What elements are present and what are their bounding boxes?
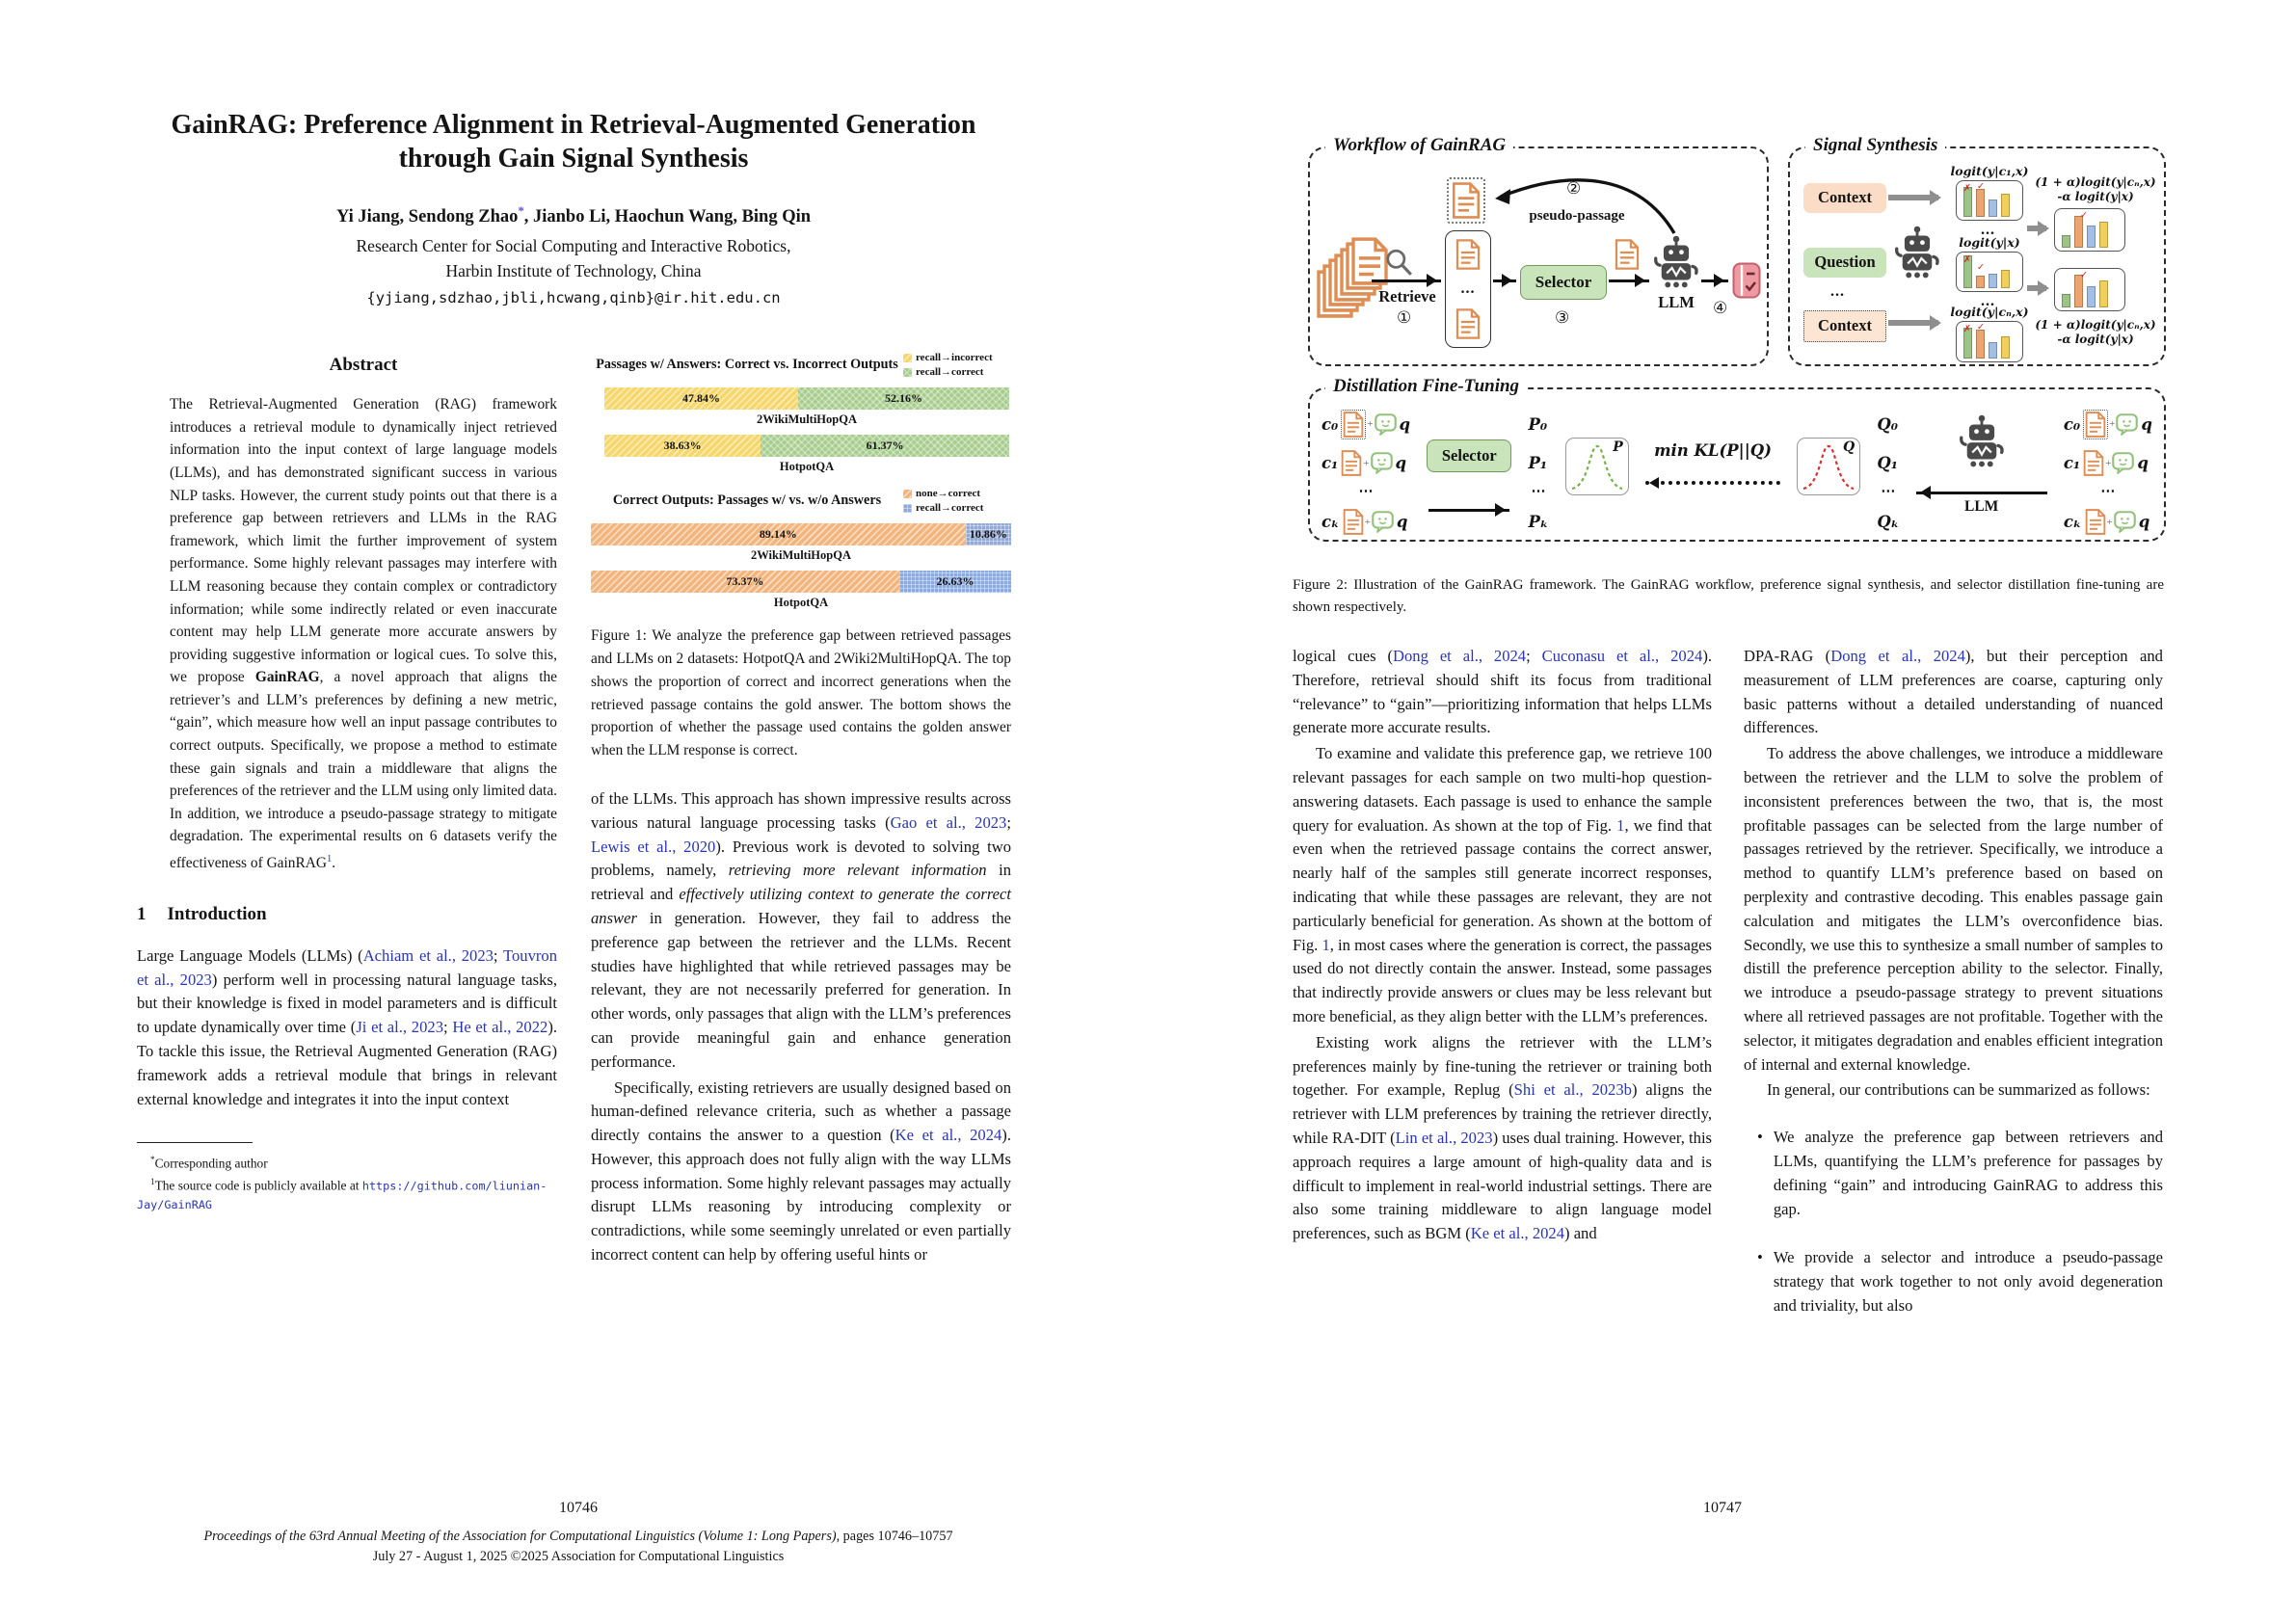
bar-value-label: 73.37%: [726, 574, 764, 589]
left-page: [137, 108, 1010, 1269]
bullet-item: [1757, 1126, 2163, 1221]
left-page-footer: [67, 1500, 1089, 1567]
intro-paragraph: [137, 945, 557, 1112]
logit-label: logit(y|c₁,x): [1950, 164, 2029, 178]
selector-block: [1427, 409, 1511, 538]
legend-swatch-yellow: [903, 354, 912, 362]
text-segment: logical cues (: [1293, 647, 1394, 665]
plus-sign: +: [1367, 418, 1374, 430]
paper-title: [137, 108, 1010, 175]
proceedings-line2: July 27 - August 1, 2025 ©2025 Association for Computational Linguistics: [372, 1549, 785, 1564]
pseudo-passage-label: pseudo-passage: [1529, 208, 1625, 224]
figure1-chart1: [591, 351, 1011, 475]
text-segment: We analyze the preference gap between retrievers and LLMs, quantifying the LLM’s preference for passages by defining “gain” and introducing GainRAG to address this gap.: [1773, 1128, 2163, 1218]
email-line: {yjiang,sdzhao,jbli,hcwang,qinb}@ir.hit.edu.cn: [366, 289, 781, 307]
body-paragraph: [1293, 1031, 1712, 1246]
gray-arrow: [2027, 226, 2046, 231]
text-segment: Large Language Models (LLMs) (: [137, 945, 363, 965]
logit-label: logit(y|x): [1959, 235, 2020, 250]
gain-formula: [2029, 318, 2162, 347]
citation-link[interactable]: Ji et al., 2023: [356, 1018, 443, 1037]
footnote-corresponding-author: [137, 1151, 557, 1172]
ellipsis: ⋯: [1881, 484, 1896, 500]
citation-link[interactable]: Lewis et al., 2020: [591, 837, 716, 856]
query-symbol: q: [1396, 513, 1408, 532]
chat-bubble-icon: [2112, 452, 2134, 474]
llm-block: [1916, 409, 2047, 538]
footnotes: [137, 1136, 557, 1214]
kl-dotted-arrow: [1645, 481, 1780, 485]
citation-link[interactable]: Achiam et al., 2023: [362, 945, 494, 965]
bar-segment: [591, 523, 966, 545]
text-segment: ;: [1526, 647, 1542, 665]
bar-value-label: 89.14%: [759, 527, 797, 542]
legend-label: recall→incorrect: [916, 352, 993, 364]
bar-row: [591, 523, 1011, 545]
p-distribution-box: [1565, 438, 1629, 495]
arrow: [1493, 279, 1516, 282]
text-segment: ;: [493, 945, 503, 965]
citation-link[interactable]: Cuconasu et al., 2024: [1541, 647, 1703, 665]
llm-robot-icon: [1653, 233, 1699, 291]
distillation-panel: [1308, 376, 2166, 542]
footnote-source-code: [137, 1173, 557, 1214]
chart1-legend: [903, 351, 1011, 380]
left-column: [137, 349, 557, 1269]
cross-mark: ✗: [1963, 254, 1971, 265]
mini-bar-chart: [1956, 321, 2023, 362]
text-segment: ) aligns the retriever with LLM preferences by training the retriever directly, while RA-DIT (: [1293, 1080, 1712, 1147]
citation-link[interactable]: Ke et al., 2024: [894, 1126, 1002, 1145]
figure1-caption: Figure 1: We analyze the preference gap between retrieved passages and LLMs on 2 datasets: HotpotQA and 2Wiki2MultiHopQA. The top shows the proportion of correct and incorrect generations when the retrieved passage contains the gold answer. The bottom shows the proportion of whether the passage used contains the golden answer when the LLM response is correct.: [591, 627, 1011, 759]
formula-line: -α logit(y|x): [2057, 333, 2134, 346]
legend-item: [903, 365, 1011, 380]
affiliation-line1: Research Center for Social Computing and Interactive Robotics,: [356, 236, 791, 256]
bar-value-label: 10.86%: [969, 527, 1007, 542]
context-symbol: c₀: [1322, 414, 1339, 434]
bar-value-label: 47.84%: [681, 391, 720, 406]
text-segment: , a novel approach that aligns the retriever’s and LLM’s preferences by defining a new metric, “gain”, which measure how well an input passage contributes to correct outputs. Specifically, we propose a method to estimate these gain signals and train a middleware that aligns the preferences of the retriever and the LLM using only limited data. In addition, we introduce a pseudo-passage strategy to mitigate degradation. The experimental results on 6 datasets verify the effectiveness of GainRAG: [170, 669, 557, 872]
citation-link[interactable]: https://github.com/liunian-Jay/GainRAG: [137, 1179, 547, 1212]
check-mark: ✓: [1977, 181, 1985, 192]
text-segment: .: [332, 855, 336, 872]
document-icon: [2085, 412, 2106, 438]
document-icon: [1343, 412, 1364, 438]
ellipsis: ⋯: [2100, 484, 2116, 500]
llm-label: LLM: [1658, 293, 1695, 311]
legend-label: none→correct: [916, 488, 980, 500]
body-paragraph: [1293, 645, 1712, 740]
q-symbol: Q₀: [1877, 414, 1899, 434]
chart2-title: Correct Outputs: Passages w/ vs. w/o Answers: [612, 492, 882, 509]
mini-bar-chart: [1956, 180, 2023, 221]
q-distribution-box: [1797, 438, 1860, 495]
context-symbol: cₖ: [2063, 513, 2082, 532]
citation-link[interactable]: Lin et al., 2023: [1395, 1128, 1493, 1147]
query-symbol: q: [2138, 513, 2150, 532]
plus-sign: +: [2109, 418, 2116, 430]
p-symbol: Pₖ: [1528, 513, 1549, 532]
bullet-marker: •: [1757, 1248, 1763, 1267]
right-page: [1293, 125, 2164, 1344]
legend-label: recall→correct: [916, 366, 984, 379]
text-segment: We provide a selector and introduce a pseudo-passage strategy that work together to not only avoid degeneration and triviality, but also: [1773, 1248, 2163, 1315]
context-symbol: c₁: [1322, 454, 1339, 473]
retrieve-label: Retrieve: [1378, 287, 1436, 306]
bar-value-label: 38.63%: [663, 439, 702, 453]
q-symbol: Qₖ: [1877, 513, 1900, 532]
footnote-rule: [137, 1142, 253, 1143]
signal-synthesis-panel: [1788, 135, 2166, 366]
figure1-chart2: [591, 487, 1011, 611]
text-segment: Specifically, existing retrievers are usually designed based on human-defined relevance criteria, such as whether a passage directly contains the answer to a question (: [591, 1078, 1011, 1145]
bar-segment: [966, 523, 1011, 545]
ellipsis: ...: [1981, 222, 1995, 238]
signal-panel-title: Signal Synthesis: [1805, 135, 1945, 156]
paper-title-line2: through Gain Signal Synthesis: [398, 144, 749, 173]
text-segment: ). However, this approach does not fully align with the way LLMs process information. Some highly relevant passages may actually disrupt LLMs reasoning by introducing complexity or contradictions, while some seemingly unrelated or even partially incorrect content can help by offering useful hints or: [591, 1126, 1011, 1264]
figure2-caption: Figure 2: Illustration of the GainRAG framework. The GainRAG workflow, preference signal synthesis, and selector distillation fine-tuning are shown respectively.: [1293, 577, 2164, 615]
proceedings-line1: [67, 1527, 1089, 1547]
text-segment: ;: [443, 1018, 453, 1037]
text-segment: ). Therefore, retrieval should shift its focus from traditional “relevance” to “gain”—prioritizing information that helps LLMs generate more accurate results.: [1293, 647, 1712, 737]
bar-value-label: 61.37%: [866, 439, 904, 453]
right-page-left-column: [1293, 645, 1712, 1344]
kl-label: min KL(P||Q): [1654, 441, 1772, 460]
p-label: P: [1613, 439, 1623, 455]
legend-swatch-blue: [903, 504, 912, 513]
chart1-title: Passages w/ Answers: Correct vs. Incorrect Outputs: [596, 357, 898, 373]
q-symbol: Q₁: [1877, 454, 1899, 473]
query-symbol: q: [1395, 454, 1407, 473]
dataset-label: 2WikiMultiHopQA: [751, 548, 851, 563]
chat-bubble-icon: [2116, 413, 2138, 436]
text-segment: in retrieval and: [591, 861, 1011, 904]
bullet-item: [1757, 1246, 2163, 1317]
mini-bar-chart: [2054, 268, 2125, 311]
step-2-badge: ②: [1566, 179, 1582, 198]
text-segment: , we find that even when the retrieved passage contains the correct answer, nearly half of the samples still generate incorrect responses, indicating that while these passages are relevant, they are not particularly beneficial for generation. As shown at the bottom of Fig.: [1293, 815, 1712, 954]
legend-item: [903, 487, 1011, 501]
text-segment: Existing work aligns the retriever with the LLM’s preferences mainly by fine-tuning the retriever or training both together. For example, Replug (: [1293, 1032, 1712, 1100]
text-segment: ). To tackle this issue, the Retrieval Augmented Generation (RAG) framework adds a retrieval module that brings in relevant external knowledge and integrates it into the input context: [137, 1018, 557, 1108]
context-query-rows: [1322, 409, 1410, 538]
llm-robot-icon: [1959, 412, 2005, 470]
authors-text: Yi Jiang, Sendong Zhao: [335, 207, 519, 227]
check-mark: ✓: [1977, 322, 1985, 333]
body-paragraph: [591, 1077, 1011, 1267]
q-label: Q: [1842, 439, 1855, 455]
bar-row: [591, 571, 1011, 593]
legend-item: [903, 351, 1011, 365]
right-column: [591, 349, 1011, 1269]
check-mark: ✓: [2080, 210, 2088, 221]
plus-sign: +: [2105, 457, 2112, 469]
citation-link[interactable]: 1: [1616, 815, 1625, 835]
citation-link[interactable]: Touvron et al., 2023: [137, 945, 557, 989]
p-symbol: P₁: [1528, 454, 1548, 473]
legend-item: [903, 501, 1011, 516]
contributions-list: [1744, 1126, 2163, 1318]
citation-link[interactable]: 1: [1322, 935, 1330, 954]
text-segment: To examine and validate this preference gap, we retrieve 100 relevant passages for each sample on two multi-hop question-answering datasets. Each passage is used to enhance the sample query for evaluation. As shown at the top of Fig.: [1293, 744, 1712, 835]
section-number: 1: [137, 903, 147, 924]
ellipsis: ...: [1981, 293, 1995, 309]
section-heading-introduction: [137, 904, 557, 925]
bar-row: [604, 387, 1009, 410]
bar-segment: [604, 435, 761, 457]
document-icon: [1343, 509, 1364, 535]
text-segment: ) and: [1564, 1224, 1597, 1243]
p-distribution-list: [1528, 409, 1548, 538]
document-icon: [1615, 239, 1640, 270]
chat-bubble-icon: [1372, 511, 1394, 533]
step-1-badge: ①: [1397, 308, 1412, 327]
text-segment: in generation. However, they fail to address the preference gap between the retriever and the LLMs. Recent studies have highlighted that while retrieved passages may be relevant, they are not necessarily preferred for generation. In other words, only passages that align with the LLM’s preferences can provide meaningful gain and enhance generation performance.: [591, 908, 1011, 1071]
selector-box: Selector: [1520, 265, 1607, 300]
query-symbol: q: [2137, 454, 2149, 473]
step-4-badge: ④: [1713, 299, 1728, 317]
formula-line: (1 + α)logit(y|cₙ,x): [2035, 318, 2156, 332]
logit-label: logit(y|cₙ,x): [1950, 305, 2029, 319]
p-symbol: P₀: [1528, 414, 1548, 434]
arrow: [1701, 279, 1728, 282]
bar-value-label: 26.63%: [936, 574, 974, 589]
page-number: 10747: [1703, 1500, 1742, 1516]
body-paragraph: [1744, 742, 2163, 1077]
body-paragraph: [1744, 1078, 2163, 1103]
mini-bar-chart: [1956, 252, 2023, 292]
text-segment: *: [150, 1155, 155, 1165]
ellipsis: ⋯: [1531, 484, 1546, 500]
cross-mark: ✗: [1963, 324, 1971, 334]
corresponding-author-mark: *: [518, 204, 524, 218]
chat-bubble-icon: [2114, 511, 2136, 533]
body-paragraph: [591, 787, 1011, 1075]
gain-formula: [2029, 175, 2162, 204]
text-segment: ;: [1006, 812, 1011, 832]
dataset-label: 2WikiMultiHopQA: [757, 412, 857, 427]
result-icon: [1732, 262, 1761, 299]
authors-text: , Jianbo Li, Haochun Wang, Bing Qin: [523, 207, 812, 227]
gray-arrow: [1888, 195, 1938, 200]
formula-line: -α logit(y|x): [2057, 190, 2134, 203]
text-segment: , in most cases where the generation is correct, the passages used do not directly contain the answer. Instead, some passages that indirectly provide answers or clues may be less relevant but more beneficial, as they align better with the LLM’s preferences.: [1293, 935, 1712, 1025]
text-segment: The source code is publicly available at: [154, 1178, 362, 1193]
llm-arrow: [1916, 492, 2047, 494]
selector-box: Selector: [1427, 439, 1511, 472]
legend-label: recall→correct: [916, 502, 984, 515]
distill-panel-title: Distillation Fine-Tuning: [1325, 376, 1527, 397]
plus-sign: +: [1363, 457, 1370, 469]
mini-bar-chart: [2054, 208, 2125, 252]
section-title: Introduction: [167, 903, 267, 924]
citation-link[interactable]: Gao et al., 2023: [890, 812, 1007, 832]
text-segment: To address the above challenges, we introduce a middleware between the retriever and the LLM to solve the problem of inconsistent preferences between the two, that is, the most profitable passages can be selected from the large number of passages retrieved by the retriever. Specifically, we introduce a method to quantify LLM’s preference based on based on perplexity and contrastive decoding. This enables passage gain calculation and mitigates the LLM’s overconfidence bias. Secondly, we use this to synthesize a small number of samples to distill the preference perception ability to the selector. Finally, we introduce a pseudo-passage strategy to prevent situations where all retrieved passages are not profitable. Together with the selector, it mitigates degradation and enables efficient integration of internal and external knowledge.: [1744, 744, 2163, 1074]
context-symbol: c₁: [2063, 454, 2081, 473]
plus-sign: +: [2106, 516, 2113, 528]
text-segment: Corresponding author: [154, 1156, 268, 1171]
affiliation: [137, 233, 1010, 283]
question-box: Question: [1803, 248, 1886, 278]
formula-line: (1 + α)logit(y|cₙ,x): [2035, 175, 2156, 189]
citation-link[interactable]: He et al., 2022: [452, 1018, 548, 1037]
text-segment: In general, our contributions can be summarized as follows:: [1767, 1080, 2150, 1100]
kl-block: [1645, 409, 1780, 538]
abstract-text: [170, 393, 557, 875]
llm-robot-icon: [1894, 224, 1940, 281]
ellipsis: ⋯: [1358, 484, 1374, 500]
context-query-rows: [2064, 409, 2152, 538]
text-segment: GainRAG: [254, 669, 320, 686]
llm-label: LLM: [1963, 498, 1999, 515]
bullet-marker: •: [1757, 1128, 1763, 1147]
citation-link[interactable]: Shi et al., 2023b: [1513, 1080, 1632, 1100]
step-3-badge: ③: [1555, 308, 1570, 327]
bar-row: [604, 435, 1009, 457]
gray-arrow: [1888, 320, 1938, 326]
context-symbol: cₖ: [1322, 513, 1340, 532]
text-segment: ). Previous work is devoted to solving two problems, namely,: [591, 837, 1011, 880]
citation-link[interactable]: Dong et al., 2024: [1393, 647, 1527, 665]
authors-line: [137, 204, 1010, 227]
ellipsis: ...: [1830, 283, 1845, 300]
bullet-text: [1774, 1126, 2163, 1221]
text-segment: DPA-RAG (: [1744, 647, 1831, 665]
right-page-footer: [1246, 1500, 2199, 1527]
cross-mark: ✗: [1963, 183, 1971, 194]
context-box-pseudo: Context: [1803, 310, 1886, 342]
bar-segment: [604, 387, 798, 410]
chat-bubble-icon: [1371, 452, 1393, 474]
page-number: 10746: [559, 1500, 598, 1516]
text-segment: ), but their perception and measurement of LLM preferences are coarse, capturing only basic patterns without a detailed understanding of nuanced differences.: [1744, 647, 2163, 737]
legend-swatch-green: [903, 368, 912, 377]
bar-segment: [798, 387, 1009, 410]
text-segment: ) perform well in processing natural language tasks, but their knowledge is fixed in model parameters and is difficult to update dynamically over time (: [137, 970, 557, 1037]
proceedings-pages: , pages 10746–10757: [836, 1529, 953, 1544]
text-segment: retrieving more relevant information: [728, 861, 987, 880]
text-segment: ) uses dual training. However, this approach requires a large amount of high-quality data and is difficult to implement in real-world industrial settings. There are also some training middleware to align language model preferences, such as BGM (: [1293, 1128, 1713, 1243]
right-page-right-column: [1744, 645, 2163, 1344]
text-segment: 1: [150, 1176, 155, 1186]
abstract-heading: Abstract: [329, 355, 398, 376]
chart2-legend: [903, 487, 1011, 516]
bar-segment: [899, 571, 1011, 593]
body-paragraph: [1293, 742, 1712, 1029]
proceedings-title: Proceedings of the 63rd Annual Meeting of the Association for Computational Linguistics (Volume 1: Long Papers): [203, 1529, 837, 1544]
citation-link[interactable]: 1: [326, 854, 333, 865]
document-icon: [1341, 450, 1362, 476]
citation-link[interactable]: Ke et al., 2024: [1470, 1224, 1565, 1243]
ellipsis: ...: [1460, 280, 1476, 297]
text-segment: The Retrieval-Augmented Generation (RAG) framework introduces a retrieval module to dynamically inject retrieved information into the input context of large language models (LLMs), and has demonstrated significant success in various NLP tasks. However, the current study points out that there is a preference gap between retrievers and LLMs in the RAG framework, which limit the further improvement of system performance. Some highly relevant passages may interfere with LLM reasoning because they contain complex or contradictory information; while some indirectly related or even inaccurate content may help LLM generate more accurate answers by providing suggestive information or logical cues. To solve this, we propose: [170, 396, 557, 686]
plus-sign: +: [1364, 516, 1371, 528]
dataset-label: HotpotQA: [779, 460, 835, 474]
dataset-label: HotpotQA: [773, 596, 829, 610]
bar-segment: [591, 571, 899, 593]
context-symbol: c₀: [2063, 414, 2081, 434]
q-distribution-list: [1877, 409, 1899, 538]
chat-bubble-icon: [1375, 413, 1397, 436]
arrow: [1609, 279, 1649, 282]
document-icon: [2085, 509, 2106, 535]
bar-segment: [761, 435, 1009, 457]
check-mark: ✓: [1977, 262, 1985, 273]
bullet-text: [1774, 1246, 2163, 1317]
figure1: [591, 351, 1011, 611]
document-icon: [2083, 450, 2104, 476]
query-symbol: q: [2141, 414, 2152, 434]
text-segment: of the LLMs. This approach has shown impressive results across various natural language processing tasks (: [591, 788, 1011, 832]
arrow: [1428, 509, 1509, 512]
workflow-panel-title: Workflow of GainRAG: [1325, 135, 1513, 156]
legend-swatch-orange: [903, 490, 912, 498]
bar-value-label: 52.16%: [884, 391, 922, 406]
gray-arrow: [2027, 285, 2046, 291]
workflow-panel: [1308, 135, 1769, 366]
affiliation-line2: Harbin Institute of Technology, China: [445, 261, 702, 281]
check-mark: ✓: [2080, 270, 2088, 280]
context-box: Context: [1803, 183, 1886, 213]
body-paragraph: [1744, 645, 2163, 740]
text-segment: effectively utilizing context to generate the correct answer: [591, 885, 1011, 927]
citation-link[interactable]: Dong et al., 2024: [1830, 647, 1965, 665]
paper-title-line1: GainRAG: Preference Alignment in Retrieval-Augmented Generation: [171, 110, 976, 140]
figure2: [1293, 125, 2164, 553]
query-symbol: q: [1399, 414, 1411, 434]
